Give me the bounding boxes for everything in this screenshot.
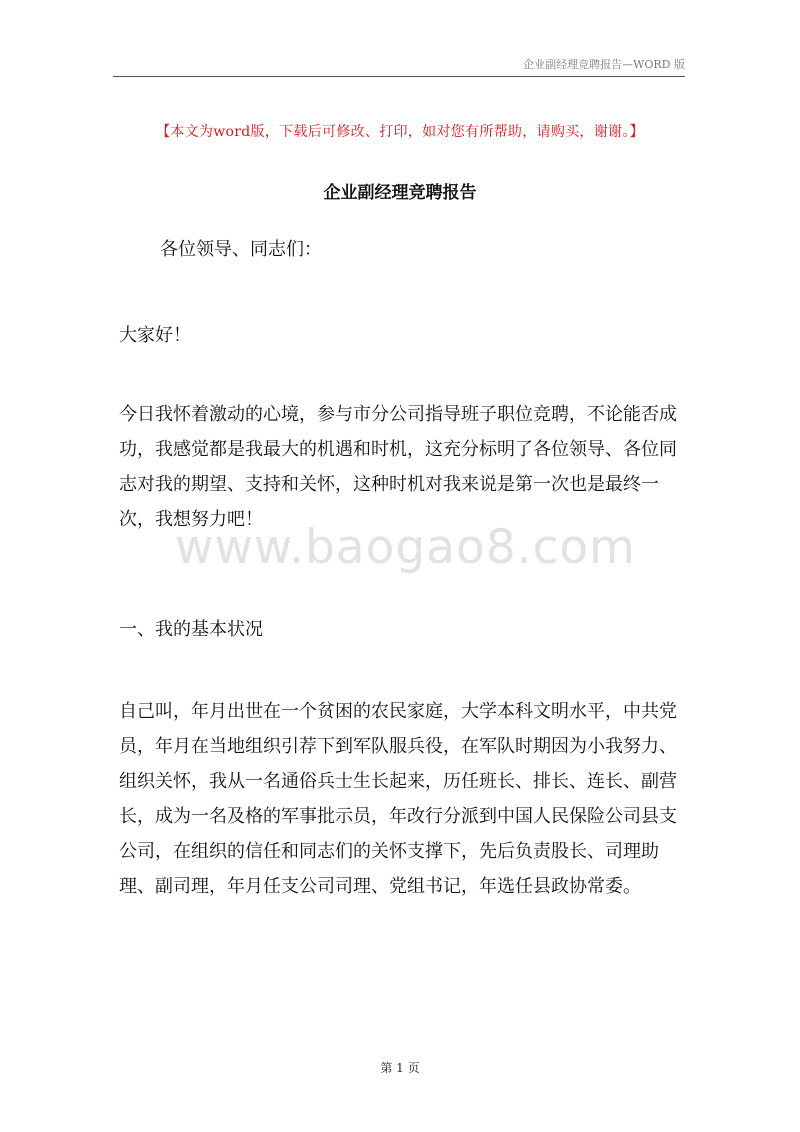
hello-paragraph: 大家好！ — [119, 325, 191, 346]
purchase-notice: 【本文为word版，下载后可修改、打印，如对您有所帮助，请购买，谢谢。】 — [156, 124, 644, 140]
watermark-text: www.baogao8.com — [175, 520, 636, 575]
section-heading: 一、我的基本状况 — [119, 619, 263, 640]
header-divider — [113, 76, 685, 77]
document-title: 企业副经理竞聘报告 — [323, 183, 477, 203]
greeting-paragraph: 各位领导、同志们： — [160, 239, 322, 260]
intro-paragraph: 今日我怀着激动的心境，参与市分公司指导班子职位竞聘，不论能否成功，我感觉都是我最大的机遇和时机，这充分标明了各位领导、各位同志对我的期望、支持和关怀，这种时机对我来说是第一次也是最终一次，我想努力吧！ — [119, 404, 677, 530]
bio-paragraph: 自己叫，年月出世在一个贫困的农民家庭，大学本科文明水平，中共党员，年月在当地组织引荐下到军队服兵役，在军队时期因为小我努力、组织关怀，我从一名通俗兵士生长起来，历任班长、排长、连长、副营长，成为一名及格的军事批示员，年改行分派到中国人民保险公司县支公司，在组织的信任和同志们的关怀支撑下，先后负责股长、司理助理、副司理，年月任支公司司理、党组书记，年选任县政协常委。 — [119, 701, 677, 897]
page-number: 第 1 页 — [380, 1061, 420, 1075]
running-header: 企业副经理竞聘报告—WORD 版 — [523, 58, 685, 71]
